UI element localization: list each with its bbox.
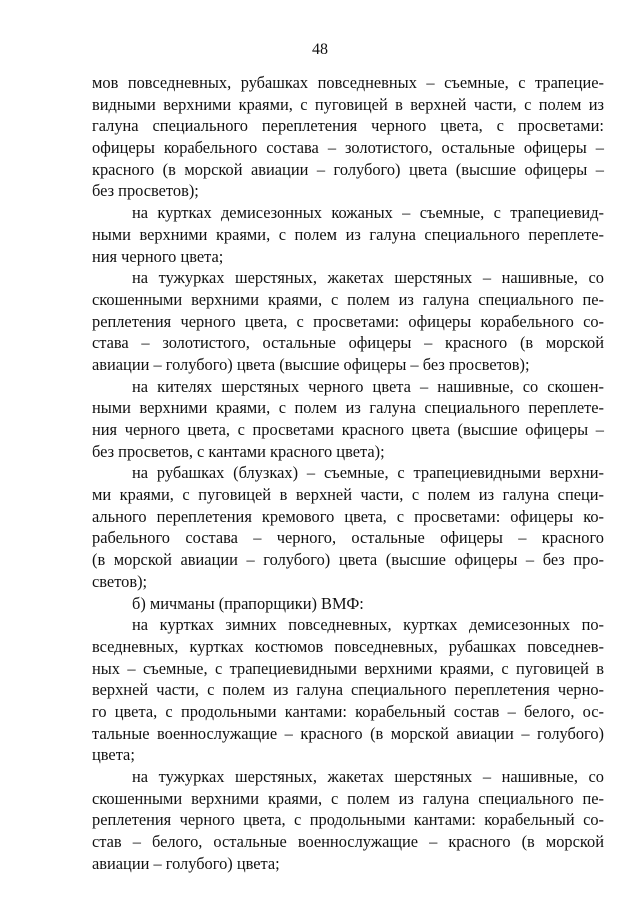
body-text [92,72,604,874]
text-line: рабельного состава – черного, остальные офицеры – красного [92,528,604,548]
text-line: галуна специального переплетения черного цвета, с просветами: [92,116,604,136]
text-line: ния черного цвета; [92,246,224,266]
text-line: ми краями, с пуговицей в верхней части, с полем из галуна специ- [92,485,604,505]
text-line: реплетения черного цвета, с просветами: офицеры корабельного со- [92,311,604,331]
text-line: тальные военнослужащие – красного (в морской авиации – голубого) [92,723,604,743]
text-line: авиации – голубого) цвета; [92,853,280,873]
text-line: на кителях шерстяных черного цвета – нашивные, со скошен- [132,376,604,396]
text-line: на тужурках шерстяных, жакетах шерстяных – нашивные, со [132,767,604,786]
text-line: офицеры корабельного состава – золотистого, остальные офицеры – [92,138,604,158]
text-line: без просветов); [92,181,199,201]
text-line: цвета; [92,745,135,765]
page-number: 48 [312,41,328,58]
text-line: става – золотистого, остальные офицеры – красного (в морской [92,333,604,353]
text-line: на тужурках шерстяных, жакетах шерстяных – нашивные, со [132,268,604,288]
text-line: скошенными верхними краями, с полем из галуна специального пе- [92,788,604,808]
text-line: авиации – голубого) цвета (высшие офицеры – без просветов); [92,354,530,374]
text-line: став – белого, остальные военнослужащие – красного (в морской [92,832,604,852]
text-line: (в морской авиации – голубого) цвета (высшие офицеры – без про- [92,550,604,570]
text-line: реплетения черного цвета, с продольными кантами: корабельный со- [92,810,604,830]
text-line: скошенными верхними краями, с полем из галуна специального пе- [92,289,604,309]
text-line: го цвета, с продольными кантами: корабельный состав – белого, ос- [92,701,604,721]
text-line: видными верхними краями, с пуговицей в верхней части, с полем из [92,94,604,114]
text-line: вседневных, куртках костюмов повседневных, рубашках повседнев- [92,636,604,656]
text-line: ального переплетения кремового цвета, с просветами: офицеры ко- [92,506,604,526]
text-line: светов); [92,571,148,591]
text-line: на рубашках (блузках) – съемные, с трапециевидными верхни- [132,463,604,483]
text-line: на куртках зимних повседневных, куртках демисезонных по- [132,615,604,635]
text-line: ными верхними краями, с полем из галуна специального переплете- [92,398,604,418]
text-line: красного (в морской авиации – голубого) цвета (высшие офицеры – [92,159,604,179]
text-line: верхней части, с полем из галуна специального переплетения черно- [92,680,604,700]
text-line: ными верхними краями, с полем из галуна специального переплете- [92,224,604,244]
text-line: ния черного цвета, с просветами красного цвета (высшие офицеры – [92,420,604,439]
text-line: мов повседневных, рубашках повседневных – съемные, с трапецие- [92,73,604,92]
text-line: на куртках демисезонных кожаных – съемные, с трапециевид- [132,203,604,223]
text-line: ных – съемные, с трапециевидными верхними краями, с пуговицей в [92,658,604,678]
text-line: без просветов, с кантами красного цвета); [92,441,385,461]
text-line: б) мичманы (прапорщики) ВМФ: [132,593,364,613]
